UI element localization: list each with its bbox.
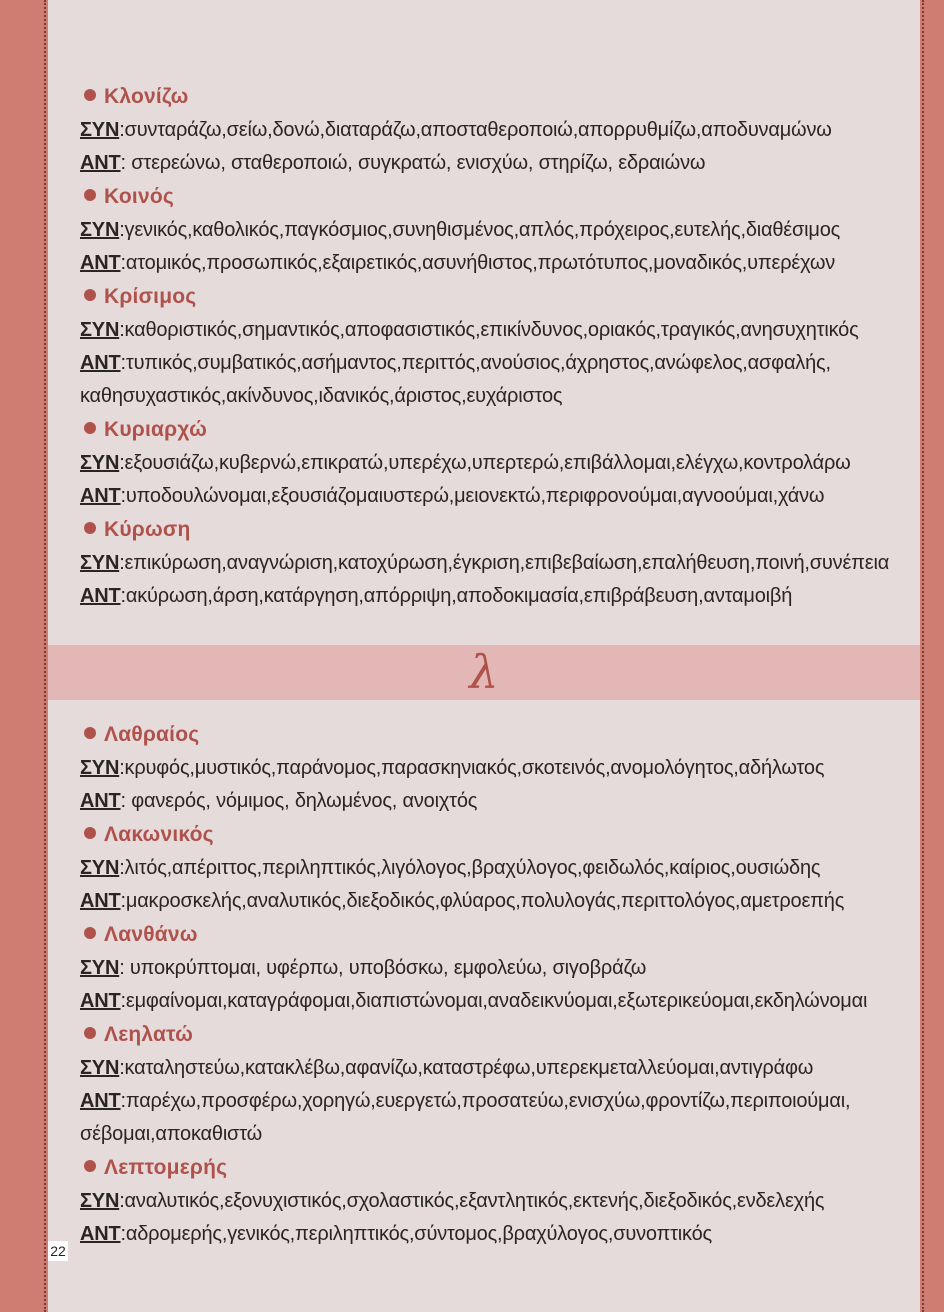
synonyms-line <box>80 1185 944 1218</box>
synonyms-line <box>80 852 944 885</box>
synonyms-text: :εξουσιάζω,κυβερνώ,επικρατώ,υπερέχω,υπερτερώ,επιβάλλομαι,ελέγχω,κοντρολάρω <box>119 452 851 474</box>
antonyms-text: :μακροσκελής,αναλυτικός,διεξοδικός,φλύαρος,πολυλογάς,περιττολόγος,αμετροεπής <box>120 890 845 912</box>
synonyms-text: :λιτός,απέριττος,περιληπτικός,λιγόλογος,βραχύλογος,φειδωλός,καίριος,ουσιώδης <box>119 857 821 879</box>
headword-text: Λεπτομερής <box>104 1156 228 1179</box>
synonyms-line <box>80 214 944 247</box>
left-border <box>0 0 48 1312</box>
headword-text: Κλονίζω <box>104 85 189 108</box>
synonyms-line <box>80 952 944 985</box>
syn-label: ΣΥΝ <box>80 857 120 879</box>
ant-label: ΑΝΤ <box>80 990 121 1012</box>
headword <box>80 513 944 547</box>
headword <box>80 718 944 752</box>
headword <box>80 1151 944 1185</box>
headword-text: Λαθραίος <box>104 723 200 746</box>
ant-label: ΑΝΤ <box>80 585 121 607</box>
synonyms-line <box>80 447 944 480</box>
antonyms-text: :τυπικός,συμβατικός,ασήμαντος,περιττός,ανούσιος,άχρηστος,ανώφελος,ασφαλής, καθησυχαστικός,ακίνδυνος,ιδανικός,άριστος,ευχάριστος <box>80 352 831 407</box>
bullet-icon <box>84 289 96 301</box>
headword <box>80 180 944 214</box>
bullet-icon <box>84 189 96 201</box>
antonyms-line <box>80 580 944 613</box>
antonyms-text: :παρέχω,προσφέρω,χορηγώ,ευεργετώ,προσατεύω,ενισχύω,φροντίζω,περιποιούμαι, σέβομαι,αποκαθιστώ <box>80 1090 851 1145</box>
headword <box>80 413 944 447</box>
synonyms-line <box>80 114 944 147</box>
bullet-icon <box>84 827 96 839</box>
letter-band <box>48 645 920 700</box>
antonyms-text: : στερεώνω, σταθεροποιώ, συγκρατώ, ενισχύω, στηρίζω, εδραιώνω <box>120 152 706 174</box>
antonyms-text: :ακύρωση,άρση,κατάργηση,απόρριψη,αποδοκιμασία,επιβράβευση,ανταμοιβή <box>120 585 793 607</box>
headword <box>80 918 944 952</box>
headword-text: Κοινός <box>104 185 174 208</box>
synonyms-line <box>80 547 944 580</box>
antonyms-line <box>80 985 944 1018</box>
syn-label: ΣΥΝ <box>80 319 120 341</box>
antonyms-line <box>80 147 944 180</box>
ant-label: ΑΝΤ <box>80 890 121 912</box>
headword <box>80 80 944 114</box>
synonyms-text: :αναλυτικός,εξονυχιστικός,σχολαστικός,εξαντλητικός,εκτενής,διεξοδικός,ενδελεχής <box>119 1190 825 1212</box>
syn-label: ΣΥΝ <box>80 1057 120 1079</box>
syn-label: ΣΥΝ <box>80 1190 120 1212</box>
bullet-icon <box>84 89 96 101</box>
page-number: 22 <box>48 1241 68 1261</box>
bullet-icon <box>84 522 96 534</box>
headword-text: Λακωνικός <box>104 823 214 846</box>
antonyms-line <box>80 1085 890 1151</box>
synonyms-text: :καθοριστικός,σημαντικός,αποφασιστικός,επικίνδυνος,οριακός,τραγικός,ανησυχητικός <box>119 319 859 341</box>
headword <box>80 1018 944 1052</box>
section-l <box>80 718 944 1251</box>
synonyms-line <box>80 752 944 785</box>
syn-label: ΣΥΝ <box>80 757 120 779</box>
antonyms-text: :ατομικός,προσωπικός,εξαιρετικός,ασυνήθιστος,πρωτότυπος,μοναδικός,υπερέχων <box>120 252 836 274</box>
syn-label: ΣΥΝ <box>80 552 120 574</box>
synonyms-text: :συνταράζω,σείω,δονώ,διαταράζω,αποσταθεροποιώ,απορρυθμίζω,αποδυναμώνω <box>119 119 832 141</box>
headword <box>80 280 944 314</box>
synonyms-line <box>80 1052 944 1085</box>
ant-label: ΑΝΤ <box>80 1090 121 1112</box>
synonyms-text: :καταληστεύω,κατακλέβω,αφανίζω,καταστρέφω,υπερεκμεταλλεύομαι,αντιγράφω <box>119 1057 814 1079</box>
headword-text: Λανθάνω <box>104 923 198 946</box>
syn-label: ΣΥΝ <box>80 957 120 979</box>
ant-label: ΑΝΤ <box>80 352 121 374</box>
synonyms-text: : υποκρύπτομαι, υφέρπω, υποβόσκω, εμφολεύω, σιγοβράζω <box>119 957 647 979</box>
section-letter: λ <box>469 645 499 699</box>
synonyms-line <box>80 314 944 347</box>
synonyms-text: :γενικός,καθολικός,παγκόσμιος,συνηθισμένος,απλός,πρόχειρος,ευτελής,διαθέσιμος <box>119 219 841 241</box>
syn-label: ΣΥΝ <box>80 452 120 474</box>
headword-text: Λεηλατώ <box>104 1023 194 1046</box>
antonyms-text: :αδρομερής,γενικός,περιληπτικός,σύντομος,βραχύλογος,συνοπτικός <box>120 1223 712 1245</box>
antonyms-line <box>80 785 944 818</box>
headword-text: Κύρωση <box>104 518 191 541</box>
headword-text: Κρίσιμος <box>104 285 197 308</box>
antonyms-text: : φανερός, νόμιμος, δηλωμένος, ανοιχτός <box>120 790 478 812</box>
bullet-icon <box>84 422 96 434</box>
syn-label: ΣΥΝ <box>80 119 120 141</box>
antonyms-line <box>80 480 944 513</box>
bullet-icon <box>84 927 96 939</box>
ant-label: ΑΝΤ <box>80 152 121 174</box>
ant-label: ΑΝΤ <box>80 485 121 507</box>
antonyms-text: :εμφαίνομαι,καταγράφομαι,διαπιστώνομαι,αναδεικνύομαι,εξωτερικεύομαι,εκδηλώνομαι <box>120 990 868 1012</box>
bullet-icon <box>84 727 96 739</box>
ant-label: ΑΝΤ <box>80 252 121 274</box>
antonyms-line <box>80 885 944 918</box>
headword <box>80 818 944 852</box>
bullet-icon <box>84 1027 96 1039</box>
antonyms-line <box>80 347 890 413</box>
antonyms-text: :υποδουλώνομαι,εξουσιάζομαιυστερώ,μειονεκτώ,περιφρονούμαι,αγνοούμαι,χάνω <box>120 485 825 507</box>
synonyms-text: :κρυφός,μυστικός,παράνομος,παρασκηνιακός,σκοτεινός,ανομολόγητος,αδήλωτος <box>119 757 825 779</box>
antonyms-line <box>80 1218 944 1251</box>
bullet-icon <box>84 1160 96 1172</box>
syn-label: ΣΥΝ <box>80 219 120 241</box>
antonyms-line <box>80 247 944 280</box>
ant-label: ΑΝΤ <box>80 790 121 812</box>
headword-text: Κυριαρχώ <box>104 418 208 441</box>
section-k <box>80 80 944 613</box>
synonyms-text: :επικύρωση,αναγνώριση,κατοχύρωση,έγκριση,επιβεβαίωση,επαλήθευση,ποινή,συνέπεια <box>119 552 890 574</box>
ant-label: ΑΝΤ <box>80 1223 121 1245</box>
